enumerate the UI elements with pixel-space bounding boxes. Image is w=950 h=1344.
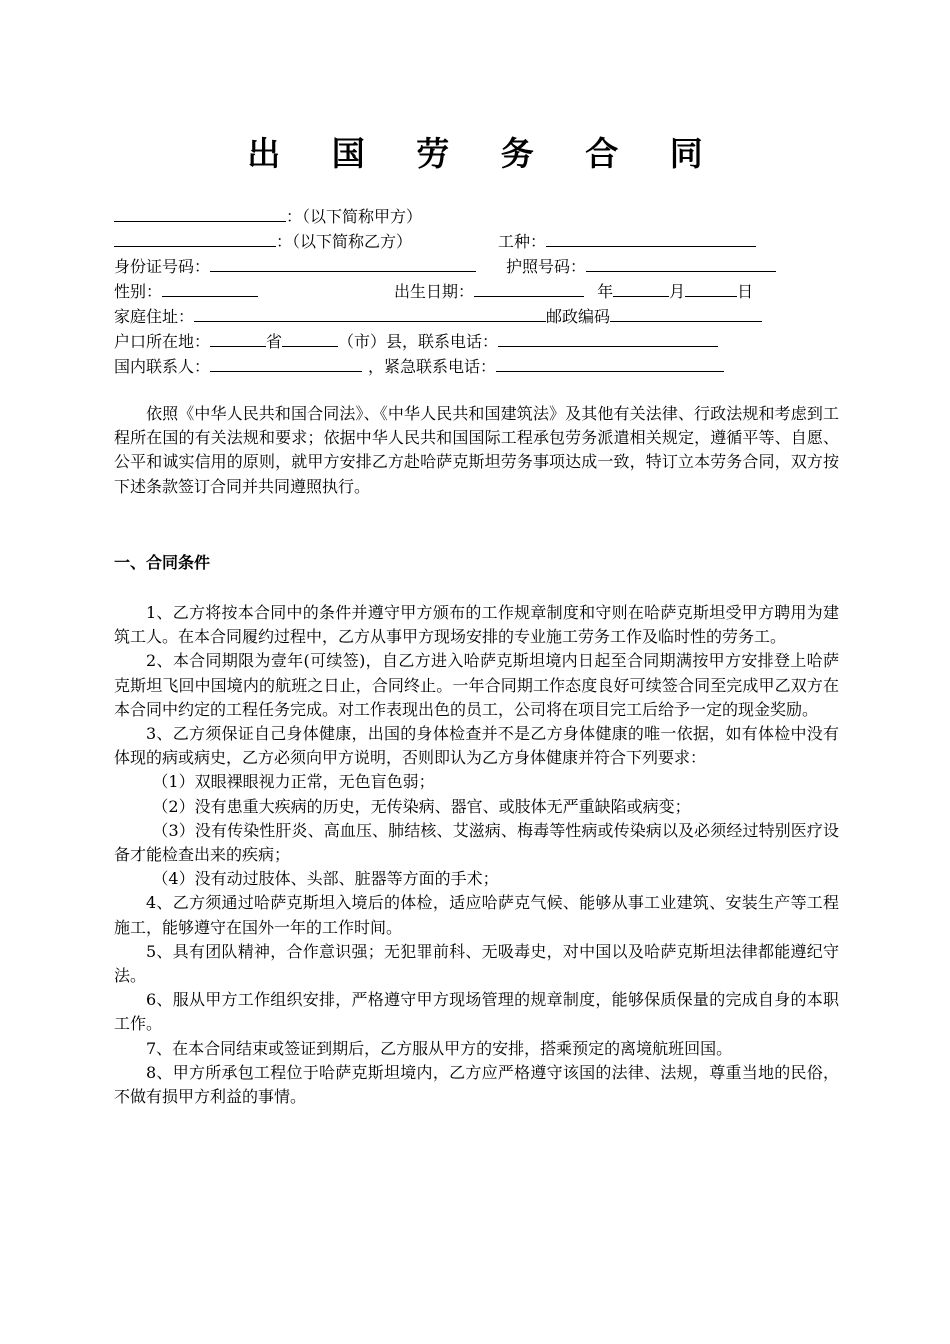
postcode-blank[interactable] bbox=[610, 303, 762, 322]
id-line bbox=[114, 253, 476, 277]
gender-line bbox=[114, 278, 258, 302]
party-a-label: ：（以下简称甲方） bbox=[286, 207, 423, 226]
clause-6: 6、服从甲方工作组织安排，严格遵守甲方现场管理的规章制度，能够保质保量的完成自身的本职工作。 bbox=[114, 990, 839, 1034]
emergency-label: ，紧急联系电话： bbox=[368, 357, 497, 376]
year-label: 年 bbox=[597, 282, 614, 301]
party-b-label: ：（以下简称乙方） bbox=[276, 232, 413, 251]
party-b-line bbox=[114, 228, 412, 252]
id-label: 身份证号码： bbox=[114, 257, 211, 276]
party-a-blank[interactable] bbox=[114, 203, 286, 222]
day-label: 日 bbox=[737, 282, 754, 301]
clause-2: 2、本合同期限为壹年(可续签)，自乙方进入哈萨克斯坦境内日起至合同期满按甲方安排登上哈萨克斯坦飞回中国境内的航班之日止，合同终止。一年合同期工作态度良好可续签合同至完成甲乙双方在本合同中约定的工程任务完成。对工作表现出色的员工，公司将在项目完工后给予一定的现金奖励。 bbox=[114, 651, 839, 719]
emergency-blank[interactable] bbox=[496, 353, 724, 372]
sub-item-4: （4）没有动过肢体、头部、脏器等方面的手术； bbox=[152, 869, 499, 889]
address-blank[interactable] bbox=[194, 303, 546, 322]
birth-month-blank[interactable] bbox=[613, 278, 669, 297]
city-blank[interactable] bbox=[282, 328, 338, 347]
phone-blank[interactable] bbox=[498, 328, 718, 347]
job-label: 工种： bbox=[498, 232, 547, 251]
birth-year-blank[interactable] bbox=[474, 278, 584, 297]
hukou-line bbox=[114, 328, 718, 352]
contract-title: 出 国 劳 务 合 同 bbox=[247, 134, 723, 173]
gender-label: 性别： bbox=[114, 282, 163, 301]
clause-8: 8、甲方所承包工程位于哈萨克斯坦境内，乙方应严格遵守该国的法律、法规，尊重当地的民俗，不做有损甲方利益的事情。 bbox=[114, 1062, 839, 1107]
postcode-label: 邮政编码 bbox=[546, 307, 611, 326]
city-phone-label: （市）县，联系电话： bbox=[338, 332, 499, 351]
intro-paragraph: 依照《中华人民共和国合同法》、《中华人民共和国建筑法》及其他有关法律、行政法规和考虑到工程所在国的有关法规和要求；依据中华人民共和国国际工程承包劳务派遣相关规定，遵循平等、自愿、公平和诚实信用的原则，就甲方安排乙方赴哈萨克斯坦劳务事项达成一致，特订立本劳务合同，双方按下述条款签订合同并共同遵照执行。 bbox=[114, 404, 839, 496]
birth-label: 出生日期： bbox=[394, 282, 475, 301]
clause-1: 1、乙方将按本合同中的条件并遵守甲方颁布的工作规章制度和守则在哈萨克斯坦受甲方聘用为建筑工人。在本合同履约过程中，乙方从事甲方现场安排的专业施工劳务工作及临时性的劳务工。 bbox=[114, 603, 839, 647]
intro-paragraph-block bbox=[114, 402, 839, 499]
address-label: 家庭住址： bbox=[114, 307, 195, 326]
passport-line bbox=[506, 253, 776, 277]
clauses-block bbox=[114, 601, 839, 1109]
domestic-contact-label: 国内联系人： bbox=[114, 357, 211, 376]
clause-3: 3、乙方须保证自己身体健康，出国的身体检查并不是乙方身体健康的唯一依据，如有体检中没有体现的病或病史，乙方必须向甲方说明，否则即认为乙方身体健康并符合下列要求： bbox=[114, 724, 839, 768]
id-blank[interactable] bbox=[210, 253, 476, 272]
clause-7: 7、在本合同结束或签证到期后，乙方服从甲方的安排，搭乘预定的离境航班回国。 bbox=[146, 1038, 733, 1058]
party-a-line bbox=[114, 203, 422, 227]
passport-label: 护照号码： bbox=[506, 257, 587, 276]
month-label: 月 bbox=[669, 282, 686, 301]
sub-item-1: （1）双眼裸眼视力正常，无色盲色弱； bbox=[152, 772, 435, 792]
address-line bbox=[114, 303, 762, 327]
sub-item-2: （2）没有患重大疾病的历史，无传染病、器官、或肢体无严重缺陷或病变； bbox=[152, 796, 691, 816]
province-label: 省 bbox=[266, 332, 283, 351]
hukou-label: 户口所在地： bbox=[114, 332, 211, 351]
gender-blank[interactable] bbox=[162, 278, 258, 297]
job-blank[interactable] bbox=[546, 228, 756, 247]
party-b-blank[interactable] bbox=[114, 228, 276, 247]
domestic-contact-blank[interactable] bbox=[210, 353, 362, 372]
job-line bbox=[498, 228, 756, 252]
birth-line bbox=[394, 278, 753, 302]
birth-day-blank[interactable] bbox=[685, 278, 737, 297]
sub-item-3: （3）没有传染性肝炎、高血压、肺结核、艾滋病、梅毒等性病或传染病以及必须经过特别医疗设备才能检查出来的疾病； bbox=[114, 820, 839, 865]
section-heading: 一、合同条件 bbox=[114, 553, 211, 572]
passport-blank[interactable] bbox=[586, 253, 776, 272]
clause-4: 4、乙方须通过哈萨克斯坦入境后的体检，适应哈萨克气候、能够从事工业建筑、安装生产等工程施工，能够遵守在国外一年的工作时间。 bbox=[114, 893, 839, 937]
clause-5: 5、具有团队精神，合作意识强；无犯罪前科、无吸毒史，对中国以及哈萨克斯坦法律都能遵纪守法。 bbox=[114, 941, 839, 986]
province-blank[interactable] bbox=[210, 328, 266, 347]
contact-line bbox=[114, 353, 724, 377]
